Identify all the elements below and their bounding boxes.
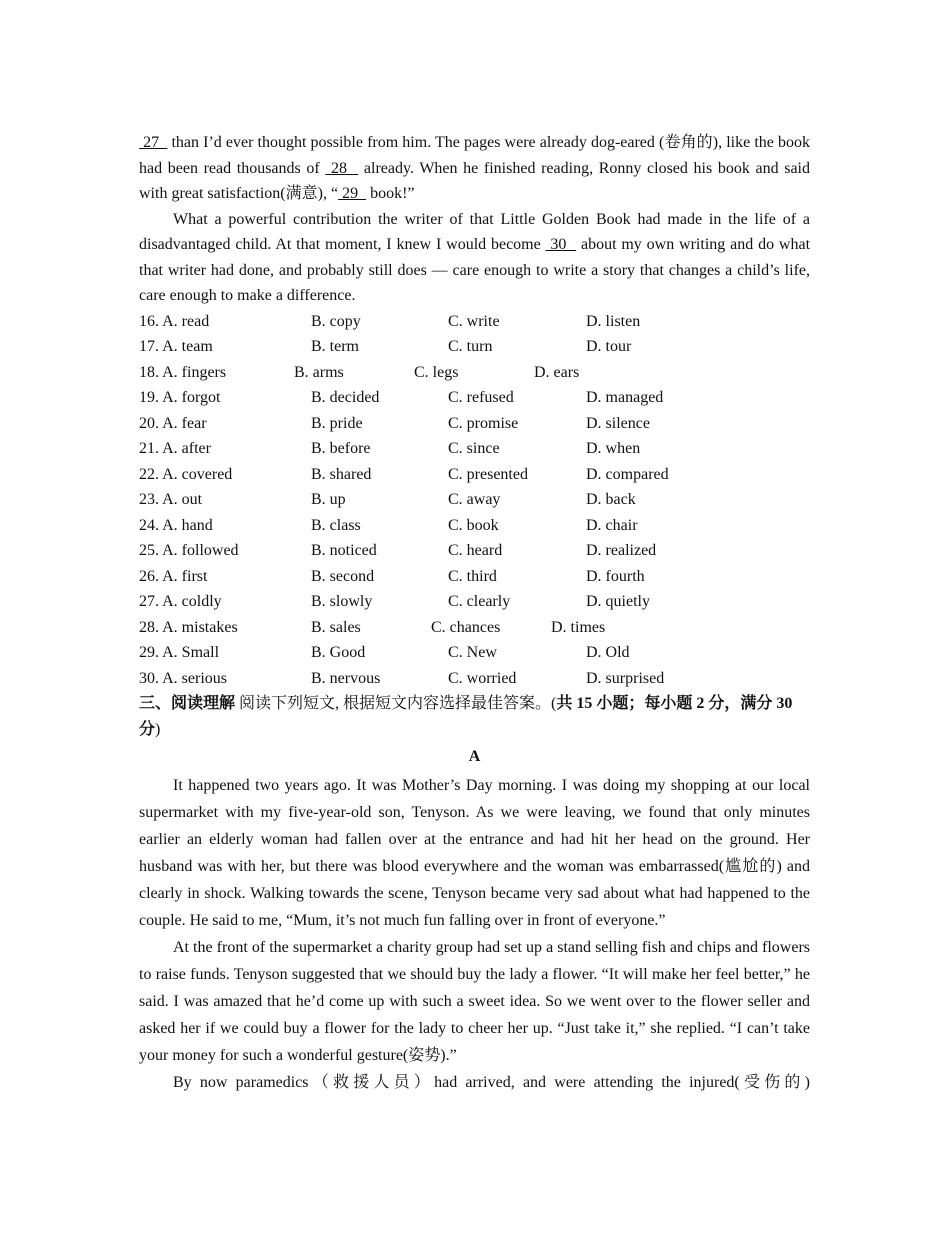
option-c: C. refused xyxy=(448,389,514,406)
section-header xyxy=(139,691,810,742)
option-row-29 xyxy=(139,640,810,666)
option-a: 18. A. fingers xyxy=(139,363,227,381)
option-row-23 xyxy=(139,487,810,513)
option-a: 17. A. team xyxy=(139,338,213,355)
option-row-21 xyxy=(139,436,810,462)
option-a: 27. A. coldly xyxy=(139,593,222,610)
option-a: 21. A. after xyxy=(139,440,211,457)
section-title: 三、阅读理解 xyxy=(139,695,236,712)
option-row-16 xyxy=(139,309,810,335)
option-a: 20. A. fear xyxy=(139,414,207,432)
option-c: C. worried xyxy=(448,669,517,687)
option-c: C. book xyxy=(448,516,499,534)
option-d: D. times xyxy=(551,618,606,636)
option-c: C. clearly xyxy=(448,593,511,610)
option-a: 16. A. read xyxy=(139,312,210,330)
option-d: D. fourth xyxy=(586,567,645,585)
option-d: D. compared xyxy=(586,465,669,483)
option-row-17 xyxy=(139,334,810,360)
option-a: 29. A. Small xyxy=(139,644,220,661)
option-b: B. pride xyxy=(311,414,363,432)
option-d: D. ears xyxy=(534,363,580,381)
option-c: C. promise xyxy=(448,414,519,432)
cloze-paragraph-end xyxy=(139,130,810,207)
option-d: D. back xyxy=(586,491,636,508)
option-c: C. presented xyxy=(448,465,528,483)
option-d: D. when xyxy=(586,440,641,457)
option-b: B. copy xyxy=(311,312,361,330)
section-instruction: 阅读下列短文, 根据短文内容选择最佳答案。( xyxy=(235,695,557,712)
option-c: C. New xyxy=(448,644,497,661)
option-d: D. chair xyxy=(586,516,638,534)
cloze-paragraph-final xyxy=(139,207,810,309)
blank-30: 30 xyxy=(545,236,577,253)
option-c: C. write xyxy=(448,312,500,330)
option-c: C. turn xyxy=(448,338,493,355)
option-row-20 xyxy=(139,411,810,437)
option-c: C. legs xyxy=(414,363,459,381)
option-c: C. third xyxy=(448,567,497,585)
option-a: 28. A. mistakes xyxy=(139,618,238,636)
cloze-text: already. When he finished reading, Ronny closed his book and said with great satisfaction(满意), “ xyxy=(139,159,811,202)
option-b: B. up xyxy=(311,491,346,508)
option-b: B. term xyxy=(311,338,359,355)
option-b: B. Good xyxy=(311,644,366,661)
option-b: B. shared xyxy=(311,465,372,483)
passage-paragraph: It happened two years ago. It was Mother’s Day morning. I was doing my shopping at our local supermarket with my five-year-old son, Tenyson. As we were leaving, we found that only minutes earlier an elderly woman had fallen over at the entrance and had hit her head on the ground. Her husband was with her, but there was blood everywhere and the woman was embarrassed(尴尬的) and clearly in shock. Walking towards the scene, Tenyson became very sad about what had happened to the couple. He said to me, “Mum, it’s not much fun falling over in front of everyone.” xyxy=(139,777,810,929)
option-row-24 xyxy=(139,513,810,539)
option-a: 22. A. covered xyxy=(139,465,233,483)
option-row-18 xyxy=(139,360,810,386)
option-row-25 xyxy=(139,538,810,564)
option-c: C. chances xyxy=(431,618,501,636)
option-b: B. before xyxy=(311,440,371,457)
section-close-paren: ) xyxy=(155,720,161,738)
option-d: D. Old xyxy=(586,644,630,661)
cloze-text: book!” xyxy=(366,185,415,202)
option-a: 19. A. forgot xyxy=(139,389,221,406)
option-d: D. quietly xyxy=(586,593,650,610)
option-b: B. second xyxy=(311,567,375,585)
option-d: D. tour xyxy=(586,338,632,355)
option-row-22 xyxy=(139,462,810,488)
option-a: 25. A. followed xyxy=(139,542,239,559)
option-c: C. away xyxy=(448,491,501,508)
option-b: B. class xyxy=(311,516,361,534)
passage-paragraph: By now paramedics（救援人员）had arrived, and were attending the injured(受伤的) xyxy=(173,1074,810,1091)
option-c: C. heard xyxy=(448,542,503,559)
exam-page xyxy=(139,130,810,1096)
option-row-19 xyxy=(139,385,810,411)
option-b: B. arms xyxy=(294,363,344,381)
cloze-text: than I’d ever thought possible from him. The pages were already dog-eared (卷角的), like the book had been read thousands of xyxy=(139,134,810,177)
section-scoring: 共 15 小题；每小题 2 分，满分 30 分 xyxy=(139,695,793,738)
option-row-30 xyxy=(139,666,810,692)
option-a: 30. A. serious xyxy=(139,669,227,687)
option-row-27 xyxy=(139,589,810,615)
option-d: D. surprised xyxy=(586,669,665,687)
option-b: B. slowly xyxy=(311,593,373,610)
option-d: D. listen xyxy=(586,312,641,330)
option-b: B. nervous xyxy=(311,669,381,687)
option-row-26 xyxy=(139,564,810,590)
option-b: B. noticed xyxy=(311,542,377,559)
cloze-text: about my own writing and do what that writer had done, and probably still does — care enough to write a story that changes a child’s life, care enough to make a difference. xyxy=(139,236,811,304)
option-a: 24. A. hand xyxy=(139,516,213,534)
option-d: D. realized xyxy=(586,542,657,559)
cloze-text: What a powerful contribution the writer of that Little Golden Book had made in the life of a disadvantaged child. At that moment, I knew I would become xyxy=(139,210,810,253)
blank-29: 29 xyxy=(338,185,367,202)
options-list xyxy=(139,309,810,692)
passage-title: A xyxy=(468,748,481,765)
option-d: D. managed xyxy=(586,389,664,406)
option-d: D. silence xyxy=(586,414,650,432)
passage-paragraph: At the front of the supermarket a charity group had set up a stand selling fish and chips and flowers to raise funds. Tenyson suggested that we should buy the lady a flower. “It will make her feel better,” he said. I was amazed that he’d come up with such a sweet idea. So we went over to the flower seller and asked her if we could buy a flower for the lady to cheer her up. “Just take it,” she replied. “I can’t take your money for such a wonderful gesture(姿势).” xyxy=(139,939,810,1064)
option-b: B. sales xyxy=(311,618,361,636)
blank-28: 28 xyxy=(325,159,359,177)
option-a: 26. A. first xyxy=(139,567,208,585)
blank-27: 27 xyxy=(139,134,168,151)
option-b: B. decided xyxy=(311,389,380,406)
option-a: 23. A. out xyxy=(139,491,203,508)
option-c: C. since xyxy=(448,440,500,457)
option-row-28 xyxy=(139,615,810,641)
